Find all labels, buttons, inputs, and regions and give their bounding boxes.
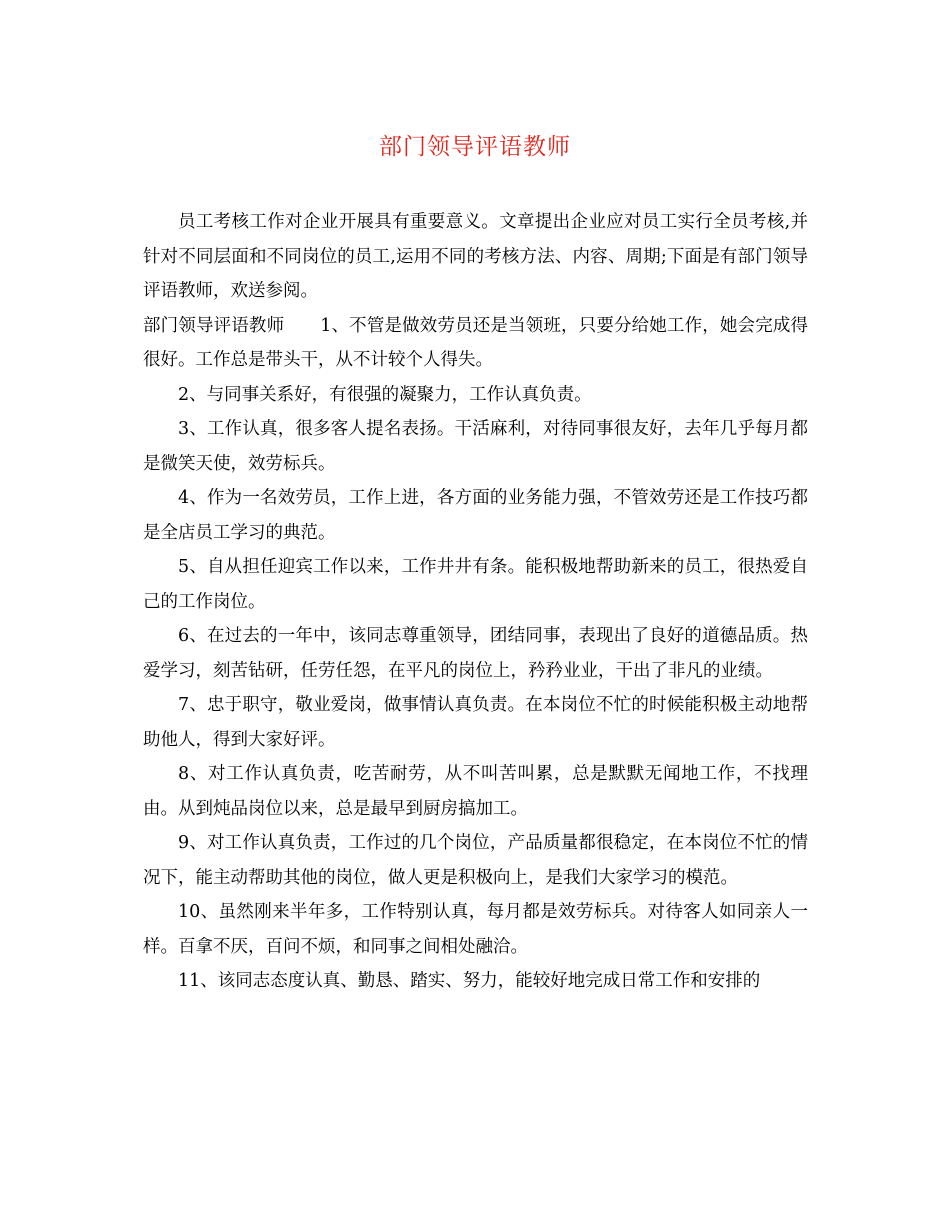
evaluation-item-8: 8、对工作认真负责，吃苦耐劳，从不叫苦叫累，总是默默无闻地工作，不找理由。从到炖品岗位以来，总是最早到厨房搞加工。 xyxy=(143,764,808,819)
document-title: 部门领导评语教师 xyxy=(379,134,571,160)
section-label: 部门领导评语教师 xyxy=(143,315,285,336)
intro-paragraph: 员工考核工作对企业开展具有重要意义。文章提出企业应对员工实行全员考核,并针对不同层面和不同岗位的员工,运用不同的考核方法、内容、周期;下面是有部门领导评语教师，欢送参阅。 xyxy=(143,212,808,301)
evaluation-item-9: 9、对工作认真负责，工作过的几个岗位，产品质量都很稳定，在本岗位不忙的情况下，能主动帮助其他的岗位，做人更是积极向上，是我们大家学习的模范。 xyxy=(143,833,808,888)
evaluation-item-5: 5、自从担任迎宾工作以来，工作井井有条。能积极地帮助新来的员工，很热爱自己的工作岗位。 xyxy=(143,557,808,612)
section-paragraph-1 xyxy=(143,309,808,378)
evaluation-item-3: 3、工作认真，很多客人提名表扬。干活麻利，对待同事很友好，去年几乎每月都是微笑天使，效劳标兵。 xyxy=(143,419,808,474)
evaluation-item-10: 10、虽然刚来半年多，工作特别认真，每月都是效劳标兵。对待客人如同亲人一样。百拿不厌，百问不烦，和同事之间相处融洽。 xyxy=(143,902,808,957)
evaluation-item-2: 2、与同事关系好，有很强的凝聚力，工作认真负责。 xyxy=(178,384,592,405)
evaluation-item-4: 4、作为一名效劳员，工作上进，各方面的业务能力强，不管效劳还是工作技巧都是全店员工学习的典范。 xyxy=(143,488,808,543)
evaluation-item-1: 1、不管是做效劳员还是当领班，只要分给她工作，她会完成得很好。工作总是带头干，从不计较个人得失。 xyxy=(143,315,809,370)
evaluation-item-6: 6、在过去的一年中，该同志尊重领导，团结同事，表现出了良好的道德品质。热爱学习，刻苦钻研，任劳任怨，在平凡的岗位上，矜矜业业，干出了非凡的业绩。 xyxy=(143,626,808,681)
evaluation-item-11: 11、该同志态度认真、勤恳、踏实、努力，能较好地完成日常工作和安排的 xyxy=(178,971,761,991)
document-body xyxy=(143,205,808,999)
evaluation-item-7: 7、忠于职守，敬业爱岗，做事情认真负责。在本岗位不忙的时候能积极主动地帮助他人，得到大家好评。 xyxy=(143,695,808,750)
